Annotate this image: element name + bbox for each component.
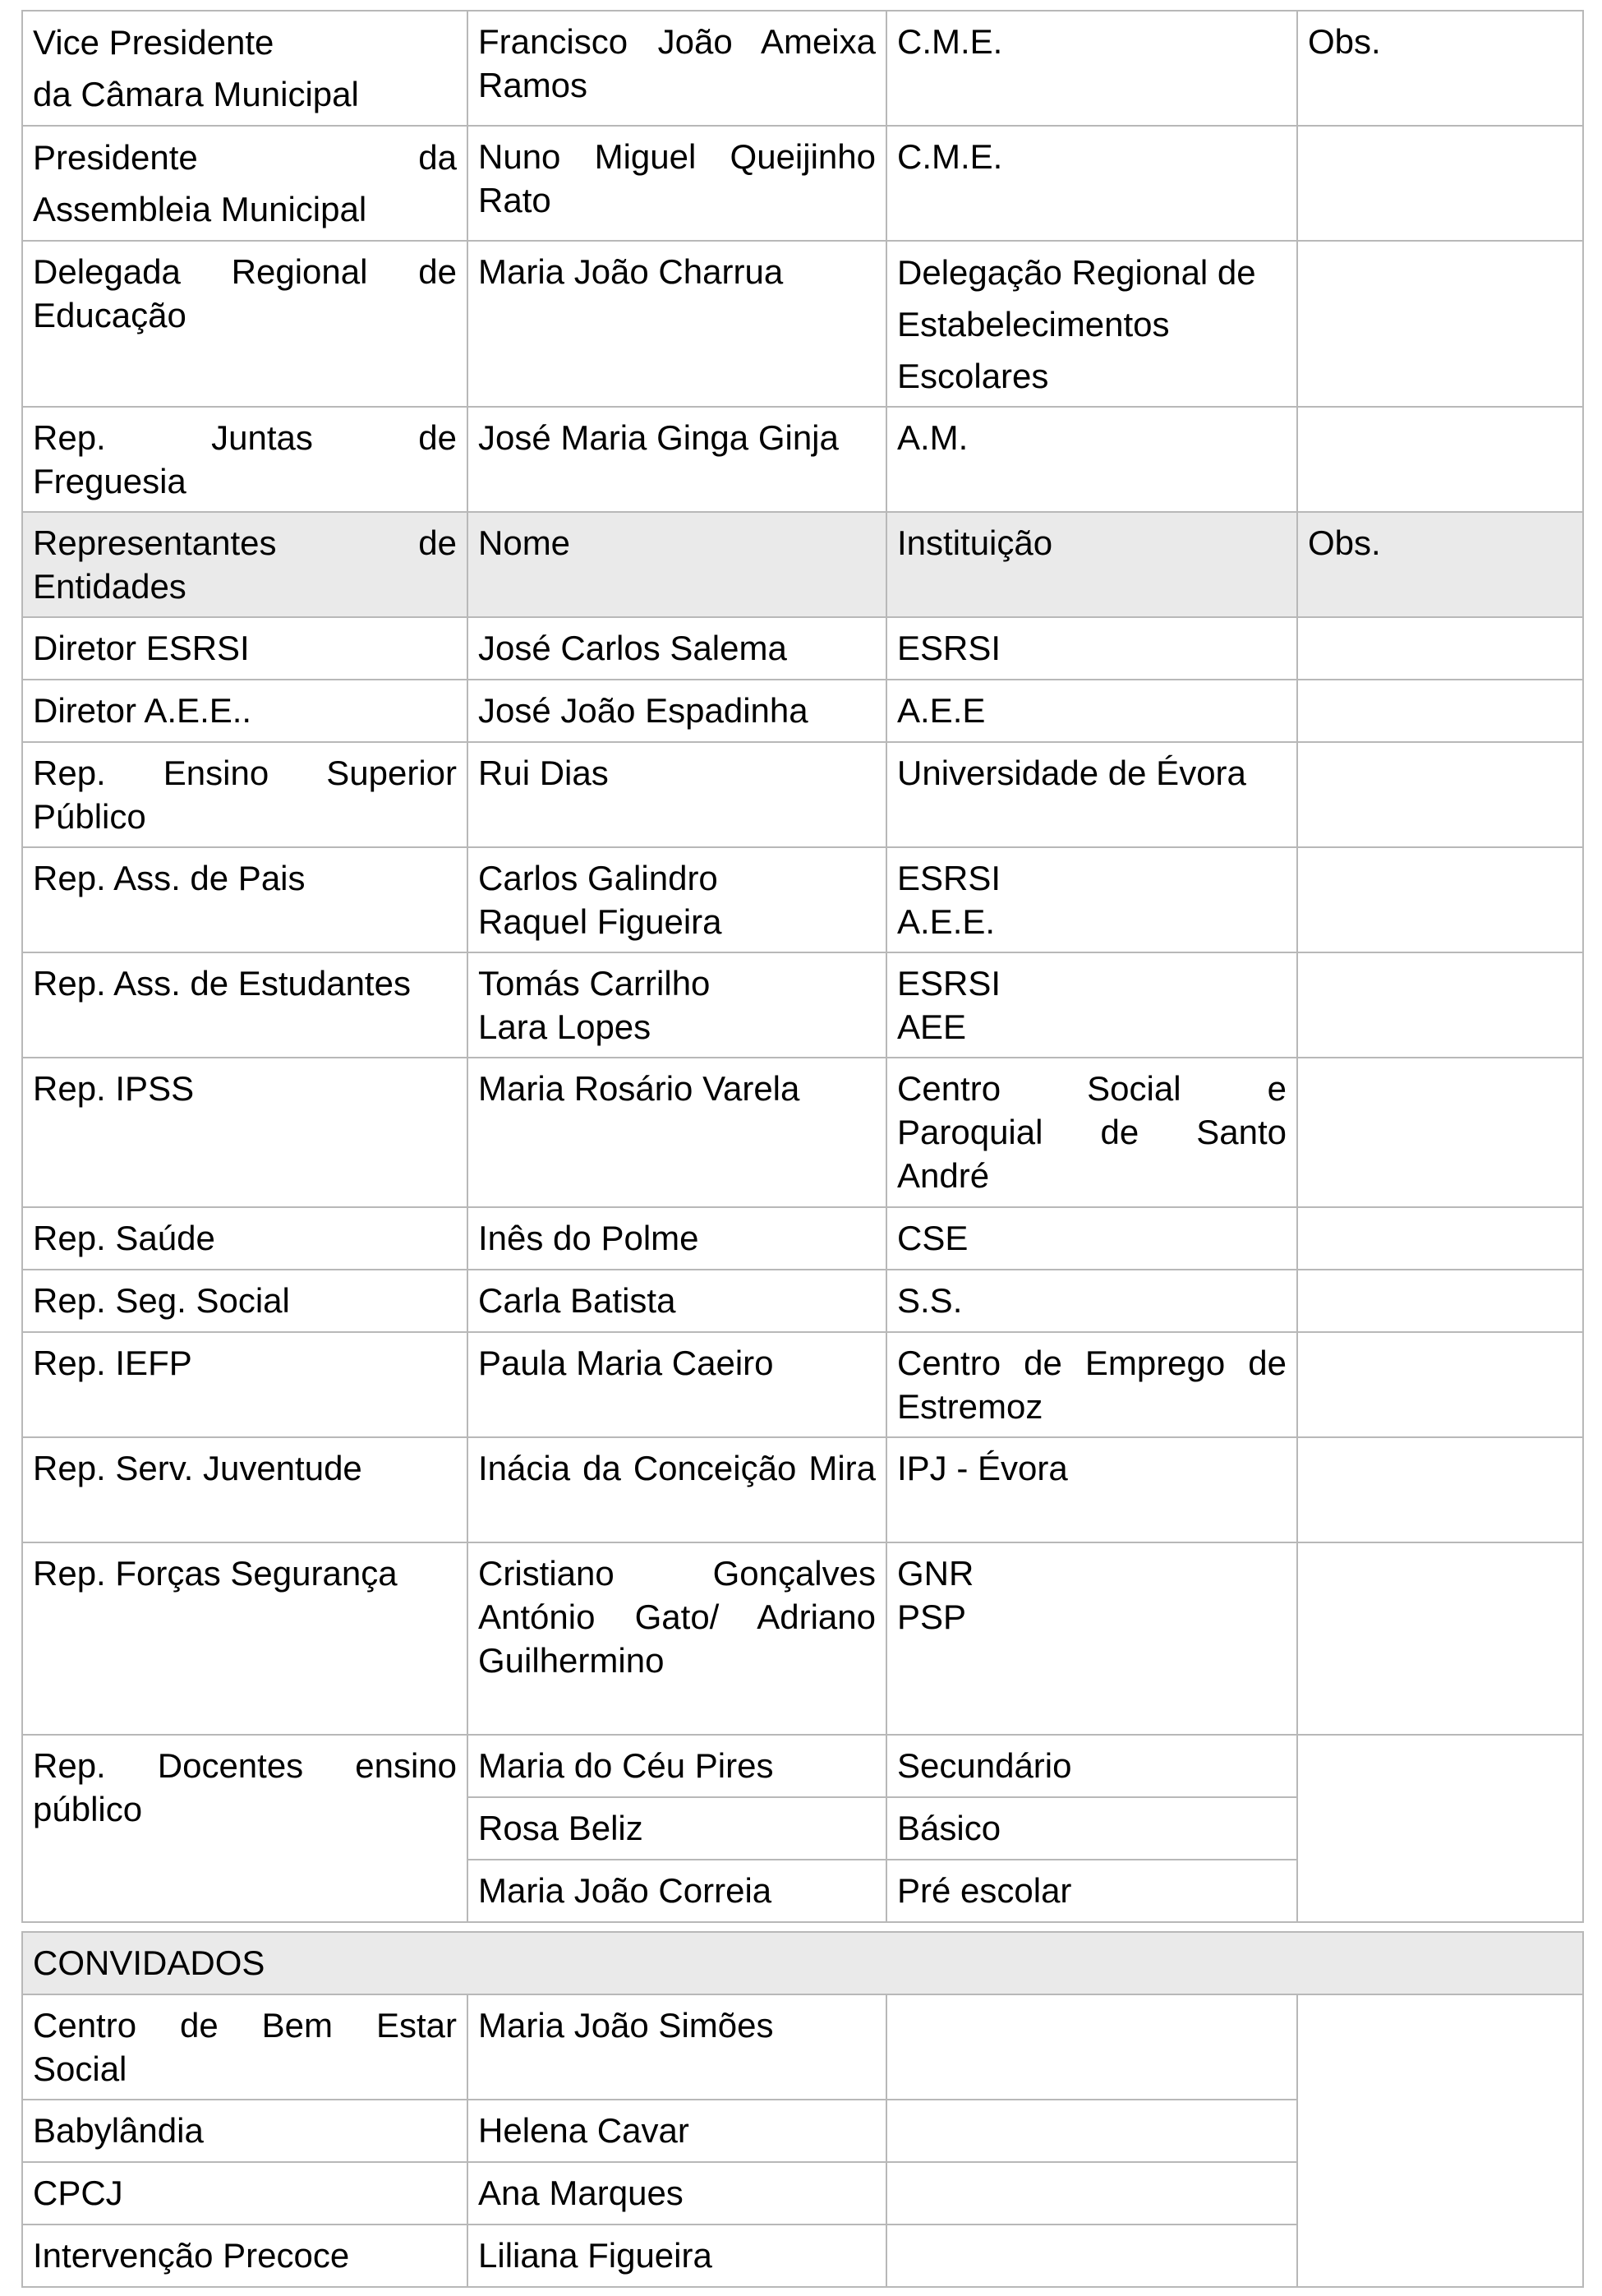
institution-cell [886,1994,1297,2100]
institution-cell: Pré escolar [886,1860,1297,1922]
obs-cell [1297,1332,1583,1437]
obs-cell [1297,952,1583,1058]
role-cell: Rep. Docentes ensino público [22,1735,467,1922]
role-cell: Rep. Saúde [22,1207,467,1270]
role-cell: Rep. Ensino Superior Público [22,742,467,847]
name-cell: Maria João Charrua [467,241,886,407]
obs-cell [1297,126,1583,241]
role-cell: Rep. IPSS [22,1058,467,1207]
obs-cell [1297,1994,1583,2287]
header-institution-cell: Instituição [886,512,1297,617]
institution-cell: A.E.E [886,680,1297,742]
institution-cell: IPJ - Évora [886,1437,1297,1542]
institution-cell: Universidade de Évora [886,742,1297,847]
name-cell: Ana Marques [467,2162,886,2225]
obs-cell [1297,847,1583,952]
institution-cell [886,2100,1297,2162]
obs-cell [1297,1058,1583,1207]
guests-title-row [22,1932,1583,1994]
obs-cell [1297,742,1583,847]
institution-cell: ESRSI A.E.E. [886,847,1297,952]
name-cell: José Maria Ginga Ginja [467,407,886,512]
name-cell: José João Espadinha [467,680,886,742]
entity-cell: Intervenção Precoce [22,2225,467,2287]
obs-cell [1297,1207,1583,1270]
role-cell: Rep. IEFP [22,1332,467,1437]
name-cell: Francisco João Ameixa Ramos [467,11,886,126]
name-cell: Maria do Céu Pires [467,1735,886,1797]
table-row [22,1542,1583,1735]
name-cell: Inês do Polme [467,1207,886,1270]
institution-cell: C.M.E. [886,126,1297,241]
institution-cell: Secundário [886,1735,1297,1797]
table-row [22,1332,1583,1437]
entity-cell: Babylândia [22,2100,467,2162]
obs-cell [1297,1270,1583,1332]
name-cell: Nuno Miguel Queijinho Rato [467,126,886,241]
obs-cell [1297,1542,1583,1735]
table-row [22,1437,1583,1542]
role-cell: Rep. Serv. Juventude [22,1437,467,1542]
institution-cell: GNR PSP [886,1542,1297,1735]
name-cell: Carlos Galindro Raquel Figueira [467,847,886,952]
institution-cell [886,2162,1297,2225]
entity-cell: CPCJ [22,2162,467,2225]
name-cell: Maria Rosário Varela [467,1058,886,1207]
name-cell: Cristiano Gonçalves António Gato/ Adriano Guilhermino [467,1542,886,1735]
institution-cell: Centro Social e Paroquial de Santo André [886,1058,1297,1207]
table-row [22,1207,1583,1270]
institution-cell: C.M.E. [886,11,1297,126]
name-cell: Inácia da Conceição Mira [467,1437,886,1542]
name-cell: Tomás Carrilho Lara Lopes [467,952,886,1058]
role-cell: Rep. Juntas de Freguesia [22,407,467,512]
obs-cell [1297,407,1583,512]
institution-cell: CSE [886,1207,1297,1270]
guests-title: CONVIDADOS [22,1932,1583,1994]
section-header-row [22,512,1583,617]
table-row [22,126,1583,241]
name-cell: José Carlos Salema [467,617,886,680]
institution-cell: A.M. [886,407,1297,512]
table-row [22,1058,1583,1207]
header-name-cell: Nome [467,512,886,617]
table-row [22,1270,1583,1332]
table-row [22,407,1583,512]
institution-cell: S.S. [886,1270,1297,1332]
institution-cell: ESRSI AEE [886,952,1297,1058]
obs-cell [1297,1437,1583,1542]
name-cell: Carla Batista [467,1270,886,1332]
institution-cell: ESRSI [886,617,1297,680]
role-cell: Rep. Ass. de Pais [22,847,467,952]
table-row [22,1994,1583,2100]
name-cell: Helena Cavar [467,2100,886,2162]
obs-cell [1297,617,1583,680]
role-cell: Vice Presidente da Câmara Municipal [22,11,467,126]
institution-cell: Centro de Emprego de Estremoz [886,1332,1297,1437]
table-row [22,742,1583,847]
role-cell: Presidente da Assembleia Municipal [22,126,467,241]
members-table [21,10,1584,1923]
role-cell: Rep. Ass. de Estudantes [22,952,467,1058]
header-role-cell: Representantes de Entidades [22,512,467,617]
name-cell: Rui Dias [467,742,886,847]
role-cell: Diretor ESRSI [22,617,467,680]
obs-cell [1297,1735,1583,1922]
name-cell: Rosa Beliz [467,1797,886,1860]
role-cell: Diretor A.E.E.. [22,680,467,742]
obs-cell: Obs. [1297,11,1583,126]
name-cell: Paula Maria Caeiro [467,1332,886,1437]
name-cell: Liliana Figueira [467,2225,886,2287]
name-cell: Maria João Simões [467,1994,886,2100]
institution-cell: Delegação Regional de Estabelecimentos Escolares [886,241,1297,407]
institution-cell [886,2225,1297,2287]
table-row [22,680,1583,742]
table-row [22,952,1583,1058]
obs-cell [1297,680,1583,742]
table-row [22,1735,1583,1797]
header-obs-cell: Obs. [1297,512,1583,617]
table-row [22,617,1583,680]
guests-table [21,1931,1584,2288]
institution-cell: Básico [886,1797,1297,1860]
table-row [22,241,1583,407]
role-cell: Rep. Forças Segurança [22,1542,467,1735]
obs-cell [1297,241,1583,407]
table-row [22,847,1583,952]
role-cell: Rep. Seg. Social [22,1270,467,1332]
entity-cell: Centro de Bem Estar Social [22,1994,467,2100]
role-cell: Delegada Regional de Educação [22,241,467,407]
name-cell: Maria João Correia [467,1860,886,1922]
table-row [22,11,1583,126]
